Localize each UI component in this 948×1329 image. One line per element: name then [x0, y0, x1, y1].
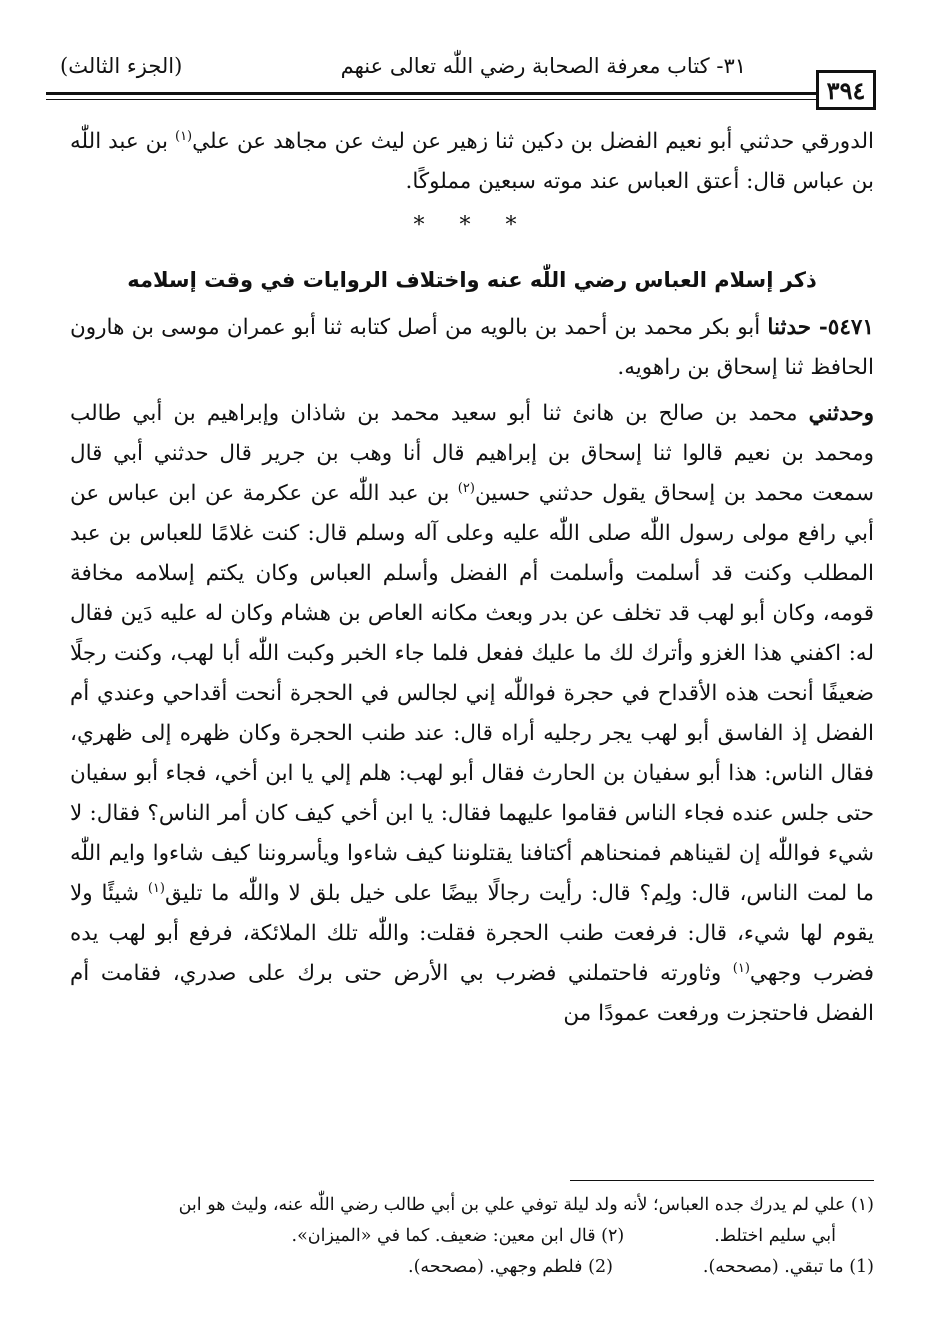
footnote-ref: (٢)	[457, 480, 475, 496]
footnotes	[70, 1190, 874, 1283]
footnote-ref: (١)	[147, 880, 165, 896]
text-run: بن عبد اللّٰه عن عكرمة عن ابن عباس عن أبي رافع مولى رسول اللّٰه صلى اللّٰه عليه وعلى آله وسلم قال: كنت غلامًا للعباس بن عبد المطلب وكنت قد أسلمت وأسلمت أم الفضل وأسلم العباس وكان يكتم إسلامه مخافة قومه، وكان أبو لهب قد تخلف عن بدر وبعث مكانه العاص بن هشام وكان له عليه دَين فقال له: اكفني هذا الغزو وأترك لك ما عليك ففعل فلما جاء الخبر وكبت اللّٰه أبا لهب، وكنت رجلًا ضعيفًا أنحت هذه الأقداح في حجرة فواللّٰه إني لجالس في الحجرة أنحت أقداحي وعندي أم الفضل إذ الفاسق أبو لهب يجر رجليه أراه قال: عند طنب الحجرة وكان ظهره إلى ظهري، فقال الناس: هذا أبو سفيان بن الحارث فقال أبو لهب: هلم إلي يا ابن أخي، فجاء أبو سفيان حتى جلس عنده فجاء الناس فقاموا عليهما فقال: يا ابن أخي كيف كان أمر الناس؟ فقال: لا شيء فواللّٰه إن لقيناهم فمنحناهم أكتافنا يقتلوننا كيف شاءوا ويأسروننا كيف شاءوا وايم اللّٰه ما لمت الناس، قال: ولِم؟ قال: رأيت رجالًا بيضًا على خيل بلق لا واللّٰه ما تليق	[70, 481, 874, 906]
footnote-ref: (١)	[732, 960, 750, 976]
correction-note-2: (2) فلطم وجهي. (مصححه).	[408, 1257, 613, 1277]
text-run: الدورقي حدثني أبو نعيم الفضل بن دكين ثنا زهير عن ليث عن مجاهد عن علي	[192, 129, 875, 154]
footnote-1-continuation: أبي سليم اختلط.	[714, 1226, 836, 1246]
footnote-divider	[570, 1180, 874, 1181]
correction-note-1: (1) ما تبقي. (مصححه).	[702, 1257, 874, 1277]
hadith-number: ٥٤٧١-	[818, 315, 874, 340]
page-number: ٣٩٤	[816, 70, 876, 110]
page-header	[46, 50, 876, 110]
header-rule-thin	[46, 99, 816, 100]
main-text	[70, 122, 874, 1034]
text-run: وثاورته فاحتملني فضرب بي الأرض حتى برك على صدري، فقامت أم الفضل فاحتجزت ورفعت عمودًا من	[70, 961, 874, 1026]
section-heading: ذكر إسلام العباس رضي اللّٰه عنه واختلاف الروايات في وقت إسلامه	[127, 268, 817, 292]
narration-paragraph	[70, 394, 874, 1034]
text-run: محمد بن صالح بن هانئ ثنا أبو سعيد محمد بن شاذان وإبراهيم بن أبي طالب ومحمد بن نعيم قالوا ثنا إسحاق بن إبراهيم قال أنا وهب بن جرير قال حدثني أبي قال سمعت محمد بن إسحاق يقول حدثني حسين	[70, 401, 874, 506]
hadith-lead-word: حدثنا	[767, 315, 819, 340]
paragraph-opening	[70, 122, 874, 202]
footnote-2: (٢) قال ابن معين: ضعيف. كما في «الميزان».	[291, 1226, 625, 1246]
text-run: أبو بكر محمد بن أحمد بن بالويه من أصل كتابه ثنا أبو عمران موسى بن هارون الحافظ ثنا إسحاق بن راهويه.	[70, 315, 874, 380]
section-separator: * * *	[413, 213, 531, 238]
text-run: شيئًا ولا يقوم لها شيء، قال: فرفعت طنب الحجرة فقلت: واللّٰه تلك الملائكة، فرفع أبو لهب يده فضرب وجهي	[70, 881, 874, 986]
hadith-paragraph	[70, 308, 874, 388]
correction-notes	[70, 1252, 874, 1283]
text-run: بن عبد اللّٰه بن عباس قال: أعتق العباس عند موته سبعين مملوكًا.	[70, 129, 874, 194]
footnote-row	[70, 1221, 874, 1252]
footnote-ref: (١)	[174, 128, 193, 144]
running-title: ٣١- كتاب معرفة الصحابة رضي اللّٰه تعالى عنهم	[340, 54, 746, 78]
volume-label: (الجزء الثالث)	[60, 54, 183, 78]
footnote-1: (١) علي لم يدرك جده العباس؛ لأنه ولد ليلة توفي علي بن أبي طالب رضي اللّٰه عنه، وليث هو ابن	[178, 1195, 874, 1215]
narration-lead-word: وحدثني	[808, 401, 874, 426]
header-rule-thick	[46, 92, 816, 95]
